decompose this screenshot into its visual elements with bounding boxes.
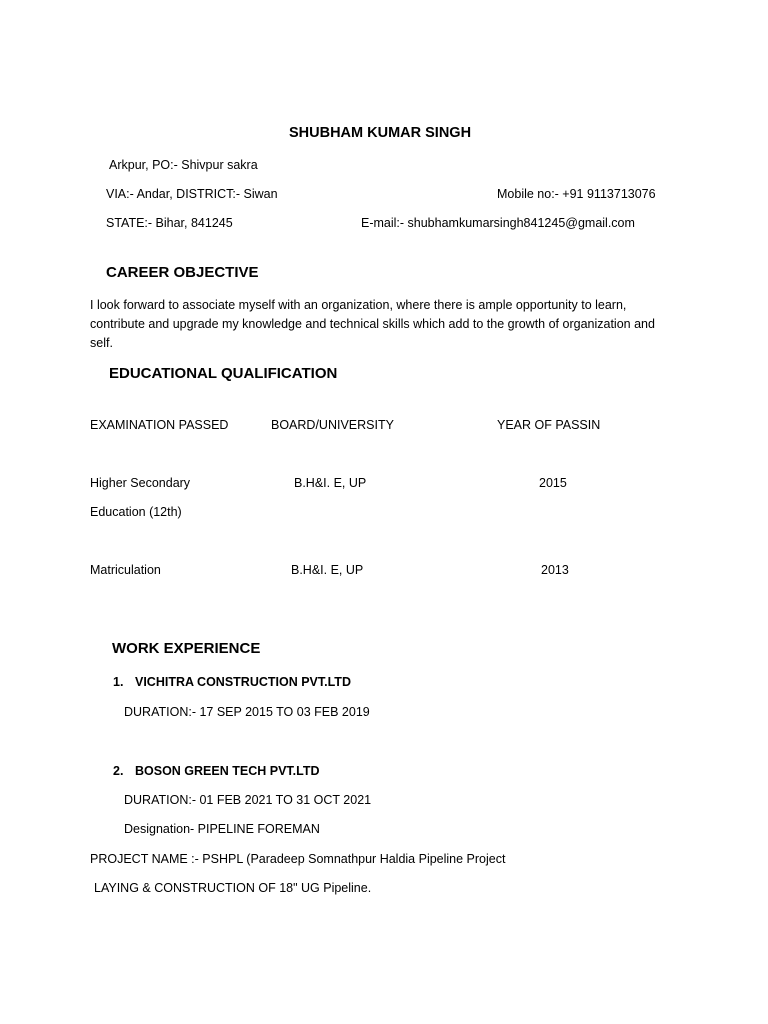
job-number: 2. [113, 764, 124, 778]
board-name: B.H&I. E, UP [291, 563, 364, 577]
job-duration: DURATION:- 17 SEP 2015 TO 03 FEB 2019 [124, 705, 370, 719]
project-scope: LAYING & CONSTRUCTION OF 18" UG Pipeline. [94, 881, 372, 895]
email-address: E-mail:- shubhamkumarsingh841245@gmail.com [361, 216, 635, 230]
column-header-board: BOARD/UNIVERSITY [271, 418, 394, 432]
exam-name: Higher Secondary [90, 476, 191, 490]
column-header-year: YEAR OF PASSIN [497, 418, 601, 432]
address-line-3: STATE:- Bihar, 841245 [106, 216, 233, 230]
board-name: B.H&I. E, UP [294, 476, 367, 490]
mobile-number: Mobile no:- +91 9113713076 [497, 187, 656, 201]
company-name: BOSON GREEN TECH PVT.LTD [135, 764, 320, 778]
career-objective-text: I look forward to associate myself with an organization, where there is ample opportunity to learn, contribute and upgrade my knowledge and technical skills which add to the growth of organization and self. [90, 298, 655, 350]
education-heading: EDUCATIONAL QUALIFICATION [109, 365, 338, 382]
address-line-1: Arkpur, PO:- Shivpur sakra [109, 158, 258, 172]
passing-year: 2015 [539, 476, 567, 490]
project-name: PROJECT NAME :- PSHPL (Paradeep Somnathpur Haldia Pipeline Project [90, 852, 506, 866]
exam-name: Matriculation [90, 563, 161, 577]
career-objective-heading: CAREER OBJECTIVE [106, 264, 259, 281]
column-header-examination: EXAMINATION PASSED [90, 418, 229, 432]
job-duration: DURATION:- 01 FEB 2021 TO 31 OCT 2021 [124, 793, 372, 807]
exam-name-continued: Education (12th) [90, 505, 182, 519]
job-designation: Designation- PIPELINE FOREMAN [124, 822, 320, 836]
passing-year: 2013 [541, 563, 569, 577]
address-line-2: VIA:- Andar, DISTRICT:- Siwan [106, 187, 278, 201]
company-name: VICHITRA CONSTRUCTION PVT.LTD [135, 675, 351, 689]
work-experience-heading: WORK EXPERIENCE [112, 640, 261, 657]
job-number: 1. [113, 675, 124, 689]
candidate-name: SHUBHAM KUMAR SINGH [289, 125, 472, 141]
